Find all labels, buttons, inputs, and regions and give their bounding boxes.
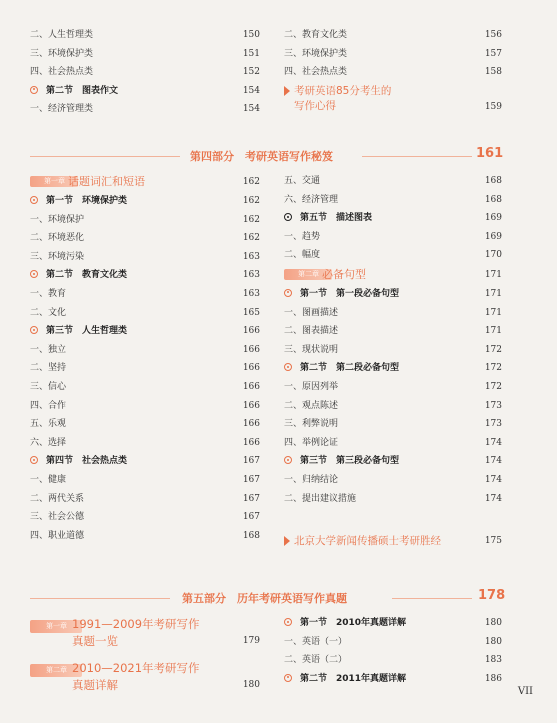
- toc-page: 166: [242, 363, 260, 374]
- toc-page: 180: [484, 636, 502, 647]
- toc-page: 171: [484, 326, 502, 337]
- toc-section[interactable]: [30, 192, 260, 211]
- toc-page: 154: [242, 104, 260, 115]
- toc-label: 二、英语（二）: [284, 655, 348, 666]
- toc-label: 二、教育文化类: [284, 30, 348, 40]
- toc-page: 166: [242, 437, 260, 448]
- toc-page: 168: [242, 530, 260, 541]
- toc-item[interactable]: [30, 100, 260, 119]
- divider: [30, 156, 180, 157]
- toc-page: 165: [242, 307, 260, 318]
- toc-item[interactable]: [30, 229, 260, 248]
- toc-item[interactable]: [30, 341, 260, 360]
- toc-label: 二、图表描述: [284, 326, 339, 337]
- toc-item[interactable]: [30, 434, 260, 453]
- toc-item[interactable]: [30, 359, 260, 378]
- toc-label: 一、英语（一）: [284, 636, 348, 647]
- chapter-page: 179: [242, 636, 260, 646]
- toc-label: 二、环境恶化: [30, 233, 85, 244]
- toc-label: 第一节 2010年真题详解: [300, 618, 407, 628]
- arrow-icon: [284, 86, 290, 96]
- toc-page: 172: [484, 381, 502, 392]
- part4-title[interactable]: 第四部分 考研英语写作秘笈: [190, 150, 333, 163]
- divider: [30, 598, 170, 599]
- toc-page: 174: [484, 493, 502, 504]
- toc-item[interactable]: [284, 322, 502, 341]
- chapter-tag: 第一章: [44, 177, 65, 185]
- chapter-page: 162: [242, 177, 260, 187]
- chapter-heading[interactable]: [30, 172, 260, 192]
- toc-item[interactable]: [284, 26, 502, 45]
- toc-label: 一、经济管理类: [30, 104, 94, 115]
- toc-item[interactable]: [284, 415, 502, 434]
- toc-section[interactable]: [30, 82, 260, 101]
- toc-page: 151: [242, 48, 260, 59]
- toc-label: 四、举例论证: [284, 437, 339, 448]
- toc-page: 172: [484, 344, 502, 355]
- special-page: 175: [484, 536, 502, 546]
- toc-page: 174: [484, 437, 502, 448]
- part5-page: 178: [478, 588, 506, 603]
- part4-page: 161: [476, 146, 504, 161]
- toc-section[interactable]: [284, 285, 502, 304]
- toc-section[interactable]: [284, 359, 502, 378]
- toc-label: 一、独立: [30, 344, 67, 355]
- toc-item[interactable]: [30, 397, 260, 416]
- toc-label: 一、环境保护: [30, 214, 85, 225]
- toc-top-left: [30, 26, 260, 119]
- chapter-tag: 第一章: [46, 622, 67, 630]
- toc-label: 三、现状说明: [284, 344, 339, 355]
- toc-label: 五、交通: [284, 176, 321, 186]
- toc-label: 一、图画描述: [284, 307, 339, 318]
- toc-page: 162: [242, 214, 260, 225]
- toc-item[interactable]: [284, 63, 502, 82]
- toc-item[interactable]: [30, 471, 260, 490]
- toc-label: 第五节 描述图表: [300, 213, 373, 224]
- toc-item[interactable]: [30, 415, 260, 434]
- toc-page: 168: [484, 176, 502, 186]
- toc-page: 171: [484, 307, 502, 318]
- toc-label: 四、社会热点类: [284, 67, 348, 78]
- toc-item[interactable]: [284, 471, 502, 490]
- toc-page: 173: [484, 419, 502, 430]
- toc-label: 三、社会公德: [30, 512, 85, 523]
- divider: [392, 598, 472, 599]
- toc-label: 第一节 环境保护类: [46, 196, 128, 206]
- toc-label: 二、两代关系: [30, 493, 85, 504]
- toc-label: 三、信心: [30, 381, 67, 392]
- toc-page: 180: [484, 618, 502, 628]
- toc-page: 168: [484, 194, 502, 205]
- toc-item[interactable]: [284, 45, 502, 64]
- toc-item[interactable]: [284, 434, 502, 453]
- toc-item[interactable]: [284, 633, 502, 652]
- toc-page: 172: [484, 363, 502, 374]
- toc-label: 第二节 图表作文: [46, 85, 119, 96]
- toc-section[interactable]: [284, 670, 502, 689]
- toc-label: 一、健康: [30, 474, 67, 485]
- toc-page: 167: [242, 474, 260, 485]
- toc-label: 第四节 社会热点类: [46, 456, 128, 467]
- toc-label: 三、环境保护类: [284, 48, 348, 59]
- toc-item[interactable]: [284, 651, 502, 670]
- toc-page: 166: [242, 419, 260, 430]
- toc-item[interactable]: [30, 248, 260, 267]
- chapter-tag: 第二章: [46, 666, 67, 674]
- toc-item[interactable]: [30, 490, 260, 509]
- toc-label: 二、文化: [30, 307, 67, 318]
- toc-top-right: [284, 26, 502, 82]
- special-line-2: 写作心得: [294, 100, 336, 112]
- toc-item[interactable]: [284, 341, 502, 360]
- toc-page: 162: [242, 196, 260, 206]
- toc-section[interactable]: [284, 209, 502, 228]
- chapter-tag: 第二章: [298, 269, 319, 278]
- toc-item[interactable]: [284, 397, 502, 416]
- toc-page: 186: [484, 673, 502, 684]
- toc-item[interactable]: [284, 172, 502, 191]
- toc-page: 163: [242, 270, 260, 281]
- toc-label: 三、环境污染: [30, 251, 85, 262]
- toc-page: 171: [484, 288, 502, 299]
- special-label: 北京大学新闻传播硕士考研胜经: [294, 535, 441, 547]
- toc-item[interactable]: [30, 63, 260, 82]
- toc-label: 二、提出建议措施: [284, 493, 357, 504]
- divider: [362, 156, 472, 157]
- toc-item[interactable]: [284, 490, 502, 509]
- toc-page: 166: [242, 400, 260, 411]
- toc-item[interactable]: [30, 285, 260, 304]
- arrow-icon: [284, 536, 290, 546]
- toc-label: 三、利弊说明: [284, 419, 339, 430]
- toc-item[interactable]: [284, 246, 502, 265]
- toc-section[interactable]: [284, 452, 502, 471]
- toc-page: 150: [242, 30, 260, 40]
- toc-page: 162: [242, 233, 260, 244]
- toc-page: 156: [484, 30, 502, 40]
- toc-label: 六、选择: [30, 437, 67, 448]
- toc-page: 157: [484, 48, 502, 59]
- toc-label: 二、坚持: [30, 363, 67, 374]
- toc-label: 第二节 2011年真题详解: [300, 673, 407, 684]
- toc-item[interactable]: [30, 508, 260, 527]
- toc-label: 第二节 第二段必备句型: [300, 363, 400, 374]
- chapter-line-1: 2010—2021年考研写作: [72, 661, 200, 675]
- toc-page: 166: [242, 344, 260, 355]
- toc-item[interactable]: [30, 26, 260, 45]
- chapter-title: 必备句型: [322, 267, 366, 281]
- toc-page: 152: [242, 67, 260, 78]
- toc-item[interactable]: [284, 228, 502, 247]
- toc-label: 一、趋势: [284, 231, 321, 242]
- toc-section[interactable]: [30, 322, 260, 341]
- special-line-1: 考研英语85分考生的: [294, 85, 392, 97]
- chapter-page: 171: [484, 269, 502, 280]
- toc-item[interactable]: [284, 378, 502, 397]
- toc-label: 一、教育: [30, 288, 67, 299]
- chapter-2010-2021[interactable]: [30, 660, 260, 696]
- chapter-line-2: 真题一览: [72, 634, 118, 648]
- chapter-line-1: 1991—2009年考研写作: [72, 617, 200, 631]
- toc-part4-right: [284, 172, 502, 508]
- toc-top-right-special[interactable]: [284, 84, 502, 118]
- toc-label: 第一节 第一段必备句型: [300, 288, 400, 299]
- toc-section[interactable]: [30, 452, 260, 471]
- toc-label: 二、人生哲理类: [30, 30, 94, 40]
- toc-label: 四、社会热点类: [30, 67, 94, 78]
- toc-page: 154: [242, 85, 260, 96]
- chapter-title: 话题词汇和短语: [68, 175, 145, 188]
- toc-section[interactable]: [30, 266, 260, 285]
- toc-part5-right: [284, 614, 502, 688]
- toc-label: 第三节 人生哲理类: [46, 326, 128, 337]
- toc-label: 第二节 教育文化类: [46, 270, 128, 281]
- toc-item[interactable]: [30, 378, 260, 397]
- toc-label: 第三节 第三段必备句型: [300, 456, 400, 467]
- toc-label: 五、乐观: [30, 419, 67, 430]
- toc-page: 170: [484, 250, 502, 261]
- chapter-page: 180: [242, 680, 260, 690]
- toc-page: 169: [484, 231, 502, 242]
- toc-label: 一、归纳结论: [284, 474, 339, 485]
- toc-page: 167: [242, 512, 260, 523]
- toc-page: 166: [242, 326, 260, 337]
- toc-page: 163: [242, 288, 260, 299]
- toc-part4-right-special[interactable]: [284, 534, 502, 549]
- toc-page: 169: [484, 213, 502, 224]
- toc-page: 163: [242, 251, 260, 262]
- toc-page: 158: [484, 67, 502, 78]
- toc-page: 174: [484, 474, 502, 485]
- toc-label: 四、合作: [30, 400, 67, 411]
- toc-section[interactable]: [284, 614, 502, 633]
- toc-label: 二、观点陈述: [284, 400, 339, 411]
- toc-item[interactable]: [284, 304, 502, 323]
- chapter-heading[interactable]: [284, 265, 502, 285]
- toc-page: 166: [242, 381, 260, 392]
- chapter-1991-2009[interactable]: [30, 616, 260, 652]
- toc-item[interactable]: [30, 304, 260, 323]
- toc-page: 167: [242, 456, 260, 467]
- part5-title[interactable]: 第五部分 历年考研英语写作真题: [182, 592, 347, 605]
- toc-label: 一、原因列举: [284, 381, 339, 392]
- toc-page: 173: [484, 400, 502, 411]
- toc-part4-left: [30, 172, 260, 545]
- toc-item[interactable]: [30, 211, 260, 230]
- toc-item[interactable]: [284, 191, 502, 210]
- chapter-line-2: 真题详解: [72, 678, 118, 692]
- toc-label: 二、幅度: [284, 250, 321, 261]
- toc-page: 183: [484, 655, 502, 666]
- toc-label: 四、职业道德: [30, 530, 85, 541]
- toc-label: 六、经济管理: [284, 194, 339, 205]
- toc-item[interactable]: [30, 45, 260, 64]
- toc-item[interactable]: [30, 527, 260, 546]
- toc-label: 三、环境保护类: [30, 48, 94, 59]
- toc-page: 174: [484, 456, 502, 467]
- special-page: 159: [484, 102, 502, 112]
- toc-page: 167: [242, 493, 260, 504]
- page-number: VII: [517, 686, 533, 697]
